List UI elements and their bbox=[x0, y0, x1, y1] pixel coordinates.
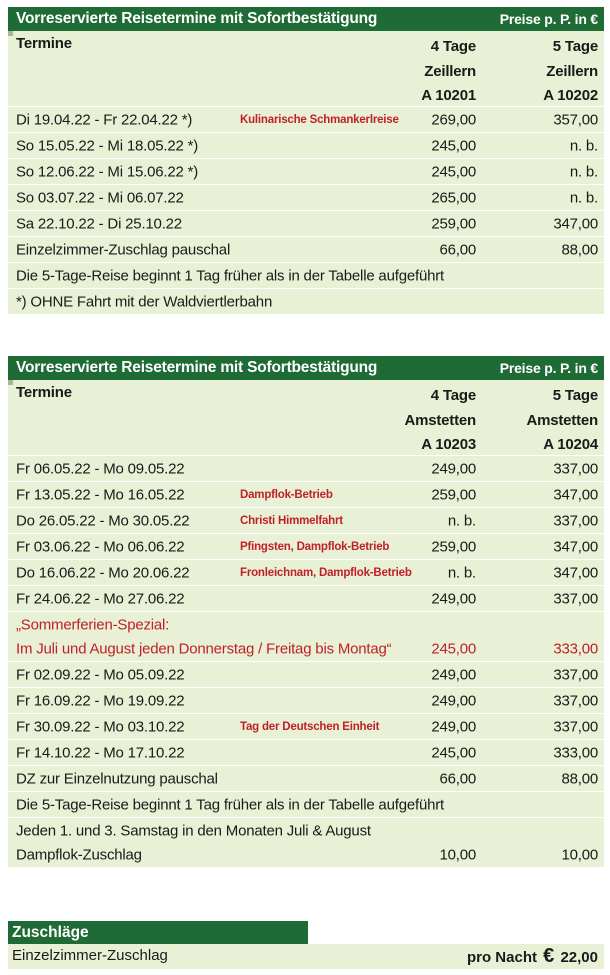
footnote-row: Die 5-Tage-Reise beginnt 1 Tag früher als in der Tabelle aufgeführt bbox=[8, 791, 604, 817]
row-date: Fr 30.09.22 - Mo 03.10.22 bbox=[16, 718, 185, 735]
table-title: Vorreservierte Reisetermine mit Sofortbestätigung bbox=[16, 359, 378, 376]
row-p1: 66,00 bbox=[439, 241, 476, 258]
table-header bbox=[8, 7, 604, 31]
row-date: Do 16.06.22 - Mo 20.06.22 bbox=[16, 564, 190, 581]
dampflok-surcharge-row: Jeden 1. und 3. Samstag in den Monaten Juli & August Dampflok-Zuschlag 10,00 10,00 bbox=[8, 817, 604, 867]
row-p2: 337,00 bbox=[553, 590, 598, 607]
row-date: Di 19.04.22 - Fr 22.04.22 *) bbox=[16, 111, 193, 128]
row-p1: 245,00 bbox=[431, 163, 476, 180]
row-p2: 337,00 bbox=[553, 666, 598, 683]
row-p1: n. b. bbox=[447, 564, 476, 581]
row-date: Fr 24.06.22 - Mo 27.06.22 bbox=[16, 590, 185, 607]
row-note: Dampflok-Betrieb bbox=[240, 488, 333, 501]
row-date: So 15.05.22 - Mi 18.05.22 *) bbox=[16, 137, 199, 154]
row-note: Christi Himmelfahrt bbox=[240, 514, 343, 527]
row-p1: 245,00 bbox=[431, 744, 476, 761]
footnote-row: *) OHNE Fahrt mit der Waldviertlerbahn bbox=[8, 288, 604, 314]
row-p2: 88,00 bbox=[561, 770, 598, 787]
row-date: Fr 06.05.22 - Mo 09.05.22 bbox=[16, 460, 185, 477]
table-row bbox=[8, 210, 604, 236]
row-date: So 03.07.22 - Mi 06.07.22 bbox=[16, 189, 184, 206]
price-table-amstetten bbox=[8, 356, 604, 867]
row-p2: n. b. bbox=[569, 163, 598, 180]
corner-marker bbox=[8, 380, 13, 385]
row-date: Fr 16.09.22 - Mo 19.09.22 bbox=[16, 692, 185, 709]
column-headers bbox=[8, 31, 604, 106]
zuschlaege-header bbox=[8, 921, 308, 944]
row-p1: 249,00 bbox=[431, 666, 476, 683]
row-p2: 333,00 bbox=[553, 744, 598, 761]
column-header-4-tage: 4 Tage Amstetten A 10203 bbox=[404, 387, 476, 453]
row-p2: 337,00 bbox=[553, 692, 598, 709]
row-p2: n. b. bbox=[569, 189, 598, 206]
table-row bbox=[8, 481, 604, 507]
table-header bbox=[8, 356, 604, 380]
row-p2: n. b. bbox=[569, 137, 598, 154]
row-date: Sa 22.10.22 - Di 25.10.22 bbox=[16, 215, 182, 232]
row-p2: 347,00 bbox=[553, 538, 598, 555]
row-p1: 265,00 bbox=[431, 189, 476, 206]
row-p1: 249,00 bbox=[431, 460, 476, 477]
prices-label: Preise p. P. in € bbox=[499, 360, 598, 376]
column-header-4-tage: 4 Tage Zeillern A 10201 bbox=[421, 38, 476, 104]
row-p1: 259,00 bbox=[431, 538, 476, 555]
euro-icon: € bbox=[543, 945, 555, 967]
table-row bbox=[8, 184, 604, 210]
row-date: Do 26.05.22 - Mo 30.05.22 bbox=[16, 512, 190, 529]
prices-label: Preise p. P. in € bbox=[499, 11, 598, 27]
row-p1: 249,00 bbox=[431, 692, 476, 709]
corner-marker bbox=[8, 31, 13, 36]
table-row bbox=[8, 661, 604, 687]
row-p1: n. b. bbox=[447, 512, 476, 529]
termine-label: Termine bbox=[16, 384, 72, 401]
single-room-surcharge-value: pro Nacht € 22,00 bbox=[466, 945, 598, 967]
row-p1: 259,00 bbox=[431, 215, 476, 232]
table-row bbox=[8, 687, 604, 713]
zuschlaege-row bbox=[8, 944, 604, 969]
row-date: Einzelzimmer-Zuschlag pauschal bbox=[16, 241, 231, 258]
row-p2: 347,00 bbox=[553, 564, 598, 581]
table-row bbox=[8, 713, 604, 739]
zuschlaege-title: Zuschläge bbox=[12, 923, 89, 941]
column-header-5-tage: 5 Tage Amstetten A 10204 bbox=[526, 387, 598, 453]
row-note: Tag der Deutschen Einheit bbox=[240, 720, 380, 733]
row-date: Fr 02.09.22 - Mo 05.09.22 bbox=[16, 666, 185, 683]
row-p1: 249,00 bbox=[431, 718, 476, 735]
termine-label: Termine bbox=[16, 35, 72, 52]
table-row bbox=[8, 585, 604, 611]
table-row bbox=[8, 158, 604, 184]
row-date: So 12.06.22 - Mi 15.06.22 *) bbox=[16, 163, 199, 180]
table-row bbox=[8, 533, 604, 559]
table-row bbox=[8, 559, 604, 585]
row-date: Fr 03.06.22 - Mo 06.06.22 bbox=[16, 538, 185, 555]
row-date: Fr 14.10.22 - Mo 17.10.22 bbox=[16, 744, 185, 761]
row-date: DZ zur Einzelnutzung pauschal bbox=[16, 770, 218, 787]
row-p2: 347,00 bbox=[553, 486, 598, 503]
sommerferien-special-row: „Sommerferien-Spezial: Im Juli und August jeden Donnerstag / Freitag bis Montag“ 245,00 333,00 bbox=[8, 611, 604, 661]
table-title: Vorreservierte Reisetermine mit Sofortbestätigung bbox=[16, 10, 378, 27]
row-p2: 357,00 bbox=[553, 111, 598, 128]
table-row bbox=[8, 455, 604, 481]
row-date: Fr 13.05.22 - Mo 16.05.22 bbox=[16, 486, 185, 503]
price-table-zeillern bbox=[8, 7, 604, 314]
row-p1: 66,00 bbox=[439, 770, 476, 787]
row-note: Fronleichnam, Dampflok-Betrieb bbox=[240, 566, 412, 579]
footnote-row: Die 5-Tage-Reise beginnt 1 Tag früher als in der Tabelle aufgeführt bbox=[8, 262, 604, 288]
row-note: Kulinarische Schmankerlreise bbox=[240, 113, 399, 126]
row-note: Pfingsten, Dampflok-Betrieb bbox=[240, 540, 390, 553]
single-room-surcharge-label: Einzelzimmer-Zuschlag bbox=[12, 947, 168, 964]
row-p2: 347,00 bbox=[553, 215, 598, 232]
table-row bbox=[8, 739, 604, 765]
table-row bbox=[8, 765, 604, 791]
table-row bbox=[8, 106, 604, 132]
row-p2: 337,00 bbox=[553, 460, 598, 477]
row-p1: 259,00 bbox=[431, 486, 476, 503]
row-p2: 337,00 bbox=[553, 718, 598, 735]
column-headers bbox=[8, 380, 604, 455]
row-p1: 269,00 bbox=[431, 111, 476, 128]
table-row bbox=[8, 132, 604, 158]
row-p2: 88,00 bbox=[561, 241, 598, 258]
row-p1: 245,00 bbox=[431, 137, 476, 154]
table-row bbox=[8, 236, 604, 262]
table-row bbox=[8, 507, 604, 533]
column-header-5-tage: 5 Tage Zeillern A 10202 bbox=[543, 38, 598, 104]
row-p1: 249,00 bbox=[431, 590, 476, 607]
row-p2: 337,00 bbox=[553, 512, 598, 529]
